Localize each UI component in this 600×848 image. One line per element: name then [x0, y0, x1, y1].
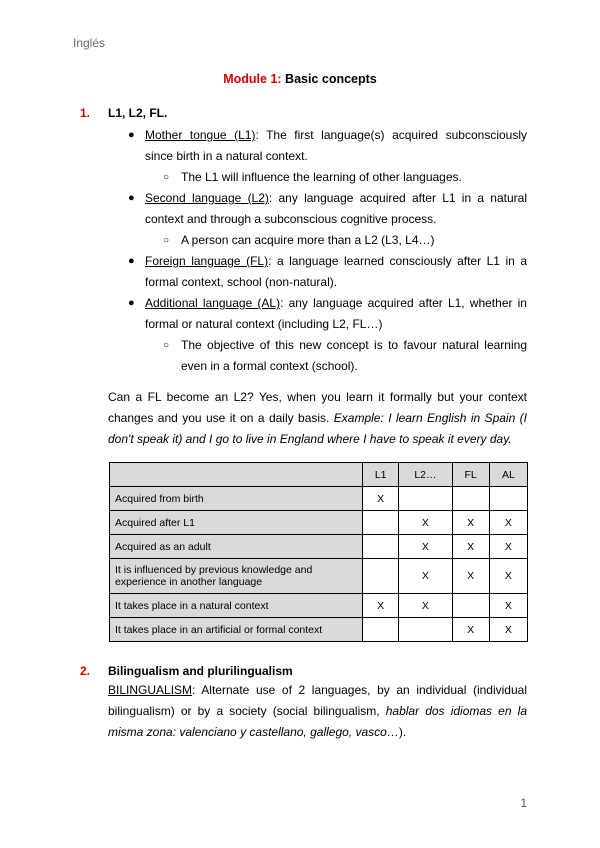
- header-cell: FL: [452, 463, 489, 487]
- table-cell: [363, 559, 399, 594]
- table-cell: [452, 594, 489, 618]
- row-label: Acquired as an adult: [110, 535, 363, 559]
- row-label: It takes place in an artificial or formal context: [110, 618, 363, 642]
- question-paragraph: [108, 387, 527, 450]
- example-text: Example: I learn English in Spain (I don't speak it) and I go to live in England where I have to speak it every day.: [108, 411, 527, 446]
- table-cell: [489, 487, 527, 511]
- example-text: hablar dos idiomas en la misma zona: valenciano y castellano, gallego, vasco…: [108, 704, 528, 739]
- table-cell: X: [489, 559, 527, 594]
- table-cell: X: [489, 594, 527, 618]
- table-row: [110, 511, 528, 535]
- page-number: 1: [520, 796, 527, 810]
- table-row: [110, 559, 528, 594]
- list-item-al: [128, 293, 527, 335]
- bullet-icon: ●: [128, 297, 135, 309]
- page-title: [0, 70, 600, 88]
- title-text: Basic concepts: [281, 72, 377, 86]
- table-cell: [399, 487, 452, 511]
- sub-item-text: The L1 will influence the learning of other languages.: [181, 170, 462, 184]
- bullet-icon: ●: [128, 192, 135, 204]
- list-item-fl: [128, 251, 528, 293]
- bilingualism-paragraph: [108, 680, 527, 743]
- table-header-row: [110, 463, 528, 487]
- document-body: [0, 70, 600, 743]
- table-cell: X: [399, 535, 452, 559]
- table-row: [110, 594, 528, 618]
- section-number: 1.: [80, 106, 91, 120]
- term-second-language: Second language (L2): [145, 191, 269, 205]
- table-cell: X: [452, 618, 489, 642]
- document-header: Inglés: [73, 36, 106, 50]
- table-cell: [452, 487, 489, 511]
- definition-text: : any language acquired after L1, whether in formal or natural context (including L2, FL…): [145, 296, 527, 331]
- header-cell: L2…: [399, 463, 452, 487]
- table-cell: [363, 618, 399, 642]
- row-label: It takes place in a natural context: [110, 594, 363, 618]
- closing-text: ).: [398, 725, 407, 739]
- term-foreign-language: Foreign language (FL): [145, 254, 269, 268]
- circle-bullet-icon: ○: [163, 172, 170, 183]
- table-cell: X: [399, 559, 452, 594]
- sub-item-text: The objective of this new concept is to favour natural learning even in a formal context (school).: [181, 338, 527, 373]
- table-cell: [399, 618, 452, 642]
- row-label: Acquired from birth: [110, 487, 363, 511]
- table-cell: X: [399, 511, 452, 535]
- table-row: [110, 487, 528, 511]
- section-number: 2.: [80, 664, 91, 678]
- bullet-icon: ●: [128, 255, 135, 267]
- definition-text: : Alternate use of 2 languages, by an individual (individual bilingualism) or by a society (social bilingualism,: [108, 683, 527, 718]
- circle-bullet-icon: ○: [163, 340, 170, 351]
- table-cell: X: [363, 594, 399, 618]
- sub-item-al: [163, 335, 527, 377]
- table-cell: X: [489, 535, 527, 559]
- table-cell: X: [452, 511, 489, 535]
- section-title: L1, L2, FL.: [108, 106, 168, 120]
- definition-text: : any language acquired after L1 in a natural context and through a subconscious cognitive process.: [145, 191, 527, 226]
- table-cell: [363, 535, 399, 559]
- definition-text: : The first language(s) acquired subconsciously since birth in a natural context.: [145, 128, 528, 163]
- sub-item-text: A person can acquire more than a L2 (L3, L4…): [181, 233, 435, 247]
- table-cell: X: [363, 487, 399, 511]
- header-cell: L1: [363, 463, 399, 487]
- list-item-l2: [128, 188, 527, 230]
- table-cell: X: [452, 535, 489, 559]
- section-title: Bilingualism and plurilingualism: [108, 664, 293, 678]
- definition-text: : a language learned consciously after L1 in a formal context, school (non-natural).: [145, 254, 528, 289]
- table-cell: X: [399, 594, 452, 618]
- bullet-icon: ●: [128, 129, 135, 141]
- table-cell: X: [489, 618, 527, 642]
- question-text: Can a FL become an L2? Yes, when you learn it formally but your context changes and you use it on a daily basis.: [108, 390, 527, 425]
- sub-item-l2: [163, 230, 527, 251]
- table-cell: [363, 511, 399, 535]
- term-mother-tongue: Mother tongue (L1): [145, 128, 256, 142]
- table-cell: X: [489, 511, 527, 535]
- table-row: [110, 535, 528, 559]
- table-row: [110, 618, 528, 642]
- row-label: It is influenced by previous knowledge and experience in another language: [110, 559, 363, 594]
- term-additional-language: Additional language (AL): [145, 296, 281, 310]
- term-bilingualism: BILINGUALISM: [108, 683, 193, 697]
- module-label: Module 1:: [223, 72, 282, 86]
- list-item-l1: [128, 125, 528, 167]
- section-1-heading: [80, 104, 600, 122]
- section-2-heading: [80, 662, 600, 680]
- sub-item-l1: [163, 167, 527, 188]
- header-cell: AL: [489, 463, 527, 487]
- comparison-table: [109, 462, 528, 642]
- circle-bullet-icon: ○: [163, 235, 170, 246]
- table-cell: X: [452, 559, 489, 594]
- row-label: Acquired after L1: [110, 511, 363, 535]
- header-blank-cell: [110, 463, 363, 487]
